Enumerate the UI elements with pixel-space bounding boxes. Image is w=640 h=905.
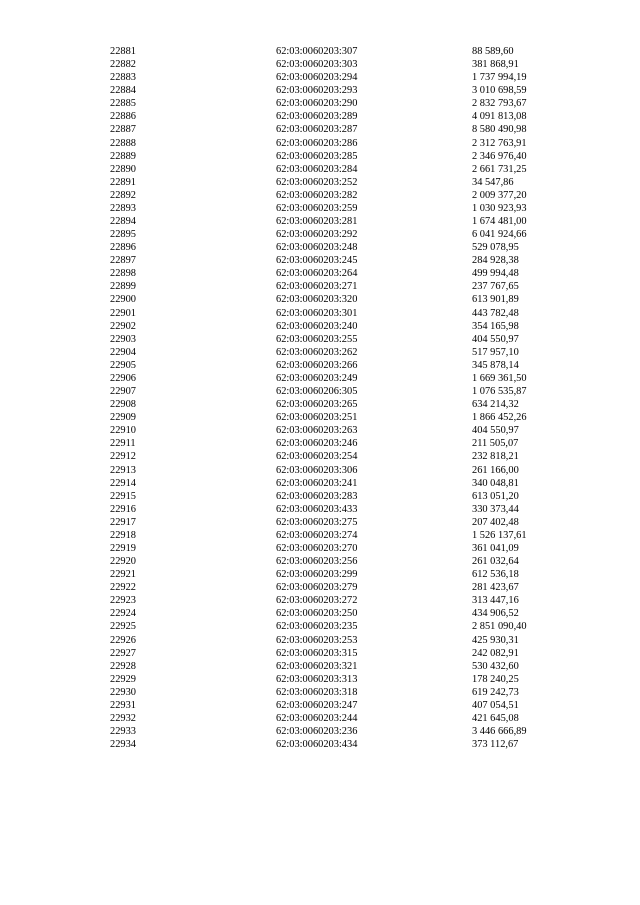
table-row <box>0 45 640 58</box>
cadastral-value: 340 048,81 <box>472 477 519 489</box>
cadastral-value: 443 782,48 <box>472 307 519 319</box>
table-row <box>0 123 640 136</box>
table-row <box>0 215 640 228</box>
row-number: 22929 <box>110 673 136 685</box>
row-number: 22884 <box>110 85 136 97</box>
cadastral-value: 407 054,51 <box>472 699 519 711</box>
records-table <box>0 45 640 751</box>
table-row <box>0 176 640 189</box>
row-number: 22933 <box>110 726 136 738</box>
cadastral-value: 404 550,97 <box>472 333 519 345</box>
table-row <box>0 673 640 686</box>
cadastral-value: 8 580 490,98 <box>472 124 527 136</box>
table-row <box>0 359 640 372</box>
cadastral-value: 619 242,73 <box>472 686 519 698</box>
cadastral-number: 62:03:0060203:259 <box>276 202 358 214</box>
table-row <box>0 267 640 280</box>
row-number: 22904 <box>110 346 136 358</box>
table-row <box>0 634 640 647</box>
table-row <box>0 411 640 424</box>
row-number: 22905 <box>110 359 136 371</box>
cadastral-value: 330 373,44 <box>472 503 519 515</box>
cadastral-value: 2 312 763,91 <box>472 137 527 149</box>
cadastral-number: 62:03:0060203:279 <box>276 582 358 594</box>
cadastral-value: 1 526 137,61 <box>472 529 527 541</box>
cadastral-number: 62:03:0060203:307 <box>276 46 358 57</box>
table-row <box>0 568 640 581</box>
cadastral-number: 62:03:0060203:245 <box>276 255 358 267</box>
table-row <box>0 280 640 293</box>
cadastral-number: 62:03:0060203:262 <box>276 346 358 358</box>
cadastral-number: 62:03:0060203:246 <box>276 438 358 450</box>
row-number: 22885 <box>110 98 136 110</box>
cadastral-number: 62:03:0060203:251 <box>276 412 358 424</box>
cadastral-value: 634 214,32 <box>472 399 519 411</box>
cadastral-number: 62:03:0060203:240 <box>276 320 358 332</box>
cadastral-value: 2 832 793,67 <box>472 98 527 110</box>
table-row <box>0 320 640 333</box>
row-number: 22906 <box>110 372 136 384</box>
cadastral-value: 232 818,21 <box>472 451 519 463</box>
cadastral-number: 62:03:0060203:255 <box>276 333 358 345</box>
cadastral-number: 62:03:0060203:313 <box>276 673 358 685</box>
row-number: 22899 <box>110 281 136 293</box>
cadastral-number: 62:03:0060203:287 <box>276 124 358 136</box>
table-row <box>0 581 640 594</box>
table-row <box>0 594 640 607</box>
table-row <box>0 712 640 725</box>
cadastral-value: 284 928,38 <box>472 255 519 267</box>
row-number: 22916 <box>110 503 136 515</box>
cadastral-value: 529 078,95 <box>472 242 519 254</box>
row-number: 22893 <box>110 202 136 214</box>
cadastral-value: 313 447,16 <box>472 595 519 607</box>
row-number: 22931 <box>110 699 136 711</box>
cadastral-number: 62:03:0060203:320 <box>276 294 358 306</box>
cadastral-number: 62:03:0060203:254 <box>276 451 358 463</box>
row-number: 22898 <box>110 268 136 280</box>
cadastral-number: 62:03:0060203:285 <box>276 150 358 162</box>
table-row <box>0 254 640 267</box>
row-number: 22894 <box>110 216 136 228</box>
cadastral-value: 2 346 976,40 <box>472 150 527 162</box>
cadastral-value: 2 009 377,20 <box>472 189 527 201</box>
row-number: 22889 <box>110 150 136 162</box>
cadastral-number: 62:03:0060203:290 <box>276 98 358 110</box>
cadastral-number: 62:03:0060203:292 <box>276 229 358 241</box>
row-number: 22912 <box>110 451 136 463</box>
cadastral-number: 62:03:0060203:235 <box>276 621 358 633</box>
table-row <box>0 464 640 477</box>
table-row <box>0 607 640 620</box>
cadastral-value: 34 547,86 <box>472 176 514 188</box>
cadastral-number: 62:03:0060203:433 <box>276 503 358 515</box>
table-row <box>0 620 640 633</box>
cadastral-number: 62:03:0060203:301 <box>276 307 358 319</box>
cadastral-number: 62:03:0060203:271 <box>276 281 358 293</box>
table-row <box>0 189 640 202</box>
row-number: 22920 <box>110 556 136 568</box>
cadastral-value: 1 674 481,00 <box>472 216 527 228</box>
cadastral-number: 62:03:0060203:264 <box>276 268 358 280</box>
table-row <box>0 725 640 738</box>
table-row <box>0 163 640 176</box>
table-row <box>0 477 640 490</box>
row-number: 22923 <box>110 595 136 607</box>
cadastral-value: 381 868,91 <box>472 59 519 71</box>
cadastral-number: 62:03:0060203:303 <box>276 59 358 71</box>
cadastral-number: 62:03:0060203:236 <box>276 726 358 738</box>
cadastral-value: 421 645,08 <box>472 712 519 724</box>
cadastral-value: 434 906,52 <box>472 608 519 620</box>
cadastral-value: 1 030 923,93 <box>472 202 527 214</box>
table-row <box>0 450 640 463</box>
table-row <box>0 110 640 123</box>
table-row <box>0 529 640 542</box>
cadastral-value: 1 076 535,87 <box>472 386 527 398</box>
row-number: 22924 <box>110 608 136 620</box>
row-number: 22915 <box>110 490 136 502</box>
table-row <box>0 58 640 71</box>
table-row <box>0 241 640 254</box>
table-row <box>0 647 640 660</box>
row-number: 22891 <box>110 176 136 188</box>
cadastral-number: 62:03:0060203:284 <box>276 163 358 175</box>
table-row <box>0 503 640 516</box>
cadastral-number: 62:03:0060203:434 <box>276 739 358 751</box>
table-row <box>0 97 640 110</box>
table-row <box>0 490 640 503</box>
cadastral-value: 404 550,97 <box>472 425 519 437</box>
cadastral-value: 211 505,07 <box>472 438 519 450</box>
cadastral-value: 345 878,14 <box>472 359 519 371</box>
cadastral-number: 62:03:0060203:286 <box>276 137 358 149</box>
cadastral-number: 62:03:0060203:272 <box>276 595 358 607</box>
table-row <box>0 385 640 398</box>
row-number: 22919 <box>110 542 136 554</box>
cadastral-number: 62:03:0060203:249 <box>276 372 358 384</box>
row-number: 22888 <box>110 137 136 149</box>
cadastral-value: 613 051,20 <box>472 490 519 502</box>
row-number: 22890 <box>110 163 136 175</box>
row-number: 22903 <box>110 333 136 345</box>
cadastral-number: 62:03:0060203:247 <box>276 699 358 711</box>
cadastral-value: 281 423,67 <box>472 582 519 594</box>
table-row <box>0 84 640 97</box>
cadastral-value: 242 082,91 <box>472 647 519 659</box>
row-number: 22907 <box>110 386 136 398</box>
table-row <box>0 150 640 163</box>
row-number: 22897 <box>110 255 136 267</box>
cadastral-value: 261 032,64 <box>472 556 519 568</box>
cadastral-value: 373 112,67 <box>472 739 519 751</box>
row-number: 22917 <box>110 516 136 528</box>
row-number: 22918 <box>110 529 136 541</box>
cadastral-number: 62:03:0060203:283 <box>276 490 358 502</box>
cadastral-value: 612 536,18 <box>472 569 519 581</box>
table-row <box>0 660 640 673</box>
cadastral-number: 62:03:0060203:250 <box>276 608 358 620</box>
cadastral-number: 62:03:0060203:321 <box>276 660 358 672</box>
cadastral-value: 4 091 813,08 <box>472 111 527 123</box>
row-number: 22913 <box>110 464 136 476</box>
table-row <box>0 555 640 568</box>
row-number: 22911 <box>110 438 136 450</box>
cadastral-number: 62:03:0060203:299 <box>276 569 358 581</box>
cadastral-number: 62:03:0060203:289 <box>276 111 358 123</box>
cadastral-value: 2 851 090,40 <box>472 621 527 633</box>
cadastral-value: 1 669 361,50 <box>472 372 527 384</box>
cadastral-number: 62:03:0060203:293 <box>276 85 358 97</box>
row-number: 22932 <box>110 712 136 724</box>
cadastral-number: 62:03:0060203:275 <box>276 516 358 528</box>
table-row <box>0 398 640 411</box>
cadastral-number: 62:03:0060203:252 <box>276 176 358 188</box>
cadastral-number: 62:03:0060203:244 <box>276 712 358 724</box>
row-number: 22910 <box>110 425 136 437</box>
row-number: 22892 <box>110 189 136 201</box>
row-number: 22926 <box>110 634 136 646</box>
table-row <box>0 699 640 712</box>
cadastral-number: 62:03:0060203:282 <box>276 189 358 201</box>
cadastral-value: 1 866 452,26 <box>472 412 527 424</box>
table-row <box>0 137 640 150</box>
row-number: 22901 <box>110 307 136 319</box>
cadastral-number: 62:03:0060203:274 <box>276 529 358 541</box>
table-row <box>0 516 640 529</box>
row-number: 22922 <box>110 582 136 594</box>
table-row <box>0 333 640 346</box>
row-number: 22881 <box>110 46 136 57</box>
row-number: 22900 <box>110 294 136 306</box>
cadastral-number: 62:03:0060203:318 <box>276 686 358 698</box>
cadastral-value: 3 446 666,89 <box>472 726 527 738</box>
cadastral-number: 62:03:0060203:265 <box>276 399 358 411</box>
table-row <box>0 372 640 385</box>
cadastral-number: 62:03:0060203:306 <box>276 464 358 476</box>
table-row <box>0 346 640 359</box>
cadastral-value: 354 165,98 <box>472 320 519 332</box>
row-number: 22930 <box>110 686 136 698</box>
row-number: 22902 <box>110 320 136 332</box>
cadastral-number: 62:03:0060206:305 <box>276 386 358 398</box>
row-number: 22896 <box>110 242 136 254</box>
cadastral-value: 1 737 994,19 <box>472 72 527 84</box>
cadastral-value: 6 041 924,66 <box>472 229 527 241</box>
cadastral-value: 207 402,48 <box>472 516 519 528</box>
row-number: 22934 <box>110 739 136 751</box>
cadastral-value: 517 957,10 <box>472 346 519 358</box>
cadastral-number: 62:03:0060203:315 <box>276 647 358 659</box>
cadastral-number: 62:03:0060203:253 <box>276 634 358 646</box>
row-number: 22908 <box>110 399 136 411</box>
table-row <box>0 293 640 306</box>
cadastral-number: 62:03:0060203:281 <box>276 216 358 228</box>
cadastral-number: 62:03:0060203:266 <box>276 359 358 371</box>
cadastral-value: 425 930,31 <box>472 634 519 646</box>
cadastral-number: 62:03:0060203:270 <box>276 542 358 554</box>
table-row <box>0 202 640 215</box>
row-number: 22909 <box>110 412 136 424</box>
table-row <box>0 437 640 450</box>
table-row <box>0 228 640 241</box>
cadastral-number: 62:03:0060203:241 <box>276 477 358 489</box>
cadastral-number: 62:03:0060203:294 <box>276 72 358 84</box>
table-row <box>0 71 640 84</box>
row-number: 22887 <box>110 124 136 136</box>
row-number: 22895 <box>110 229 136 241</box>
table-row <box>0 738 640 751</box>
table-row <box>0 686 640 699</box>
cadastral-value: 237 767,65 <box>472 281 519 293</box>
cadastral-value: 361 041,09 <box>472 542 519 554</box>
table-row <box>0 307 640 320</box>
row-number: 22925 <box>110 621 136 633</box>
cadastral-value: 261 166,00 <box>472 464 519 476</box>
row-number: 22914 <box>110 477 136 489</box>
table-row <box>0 424 640 437</box>
cadastral-value: 3 010 698,59 <box>472 85 527 97</box>
cadastral-number: 62:03:0060203:263 <box>276 425 358 437</box>
row-number: 22921 <box>110 569 136 581</box>
row-number: 22883 <box>110 72 136 84</box>
cadastral-value: 88 589,60 <box>472 46 514 57</box>
cadastral-value: 2 661 731,25 <box>472 163 527 175</box>
row-number: 22886 <box>110 111 136 123</box>
cadastral-value: 178 240,25 <box>472 673 519 685</box>
cadastral-number: 62:03:0060203:256 <box>276 556 358 568</box>
row-number: 22927 <box>110 647 136 659</box>
cadastral-value: 613 901,89 <box>472 294 519 306</box>
row-number: 22928 <box>110 660 136 672</box>
row-number: 22882 <box>110 59 136 71</box>
cadastral-number: 62:03:0060203:248 <box>276 242 358 254</box>
table-row <box>0 542 640 555</box>
cadastral-value: 499 994,48 <box>472 268 519 280</box>
cadastral-value: 530 432,60 <box>472 660 519 672</box>
